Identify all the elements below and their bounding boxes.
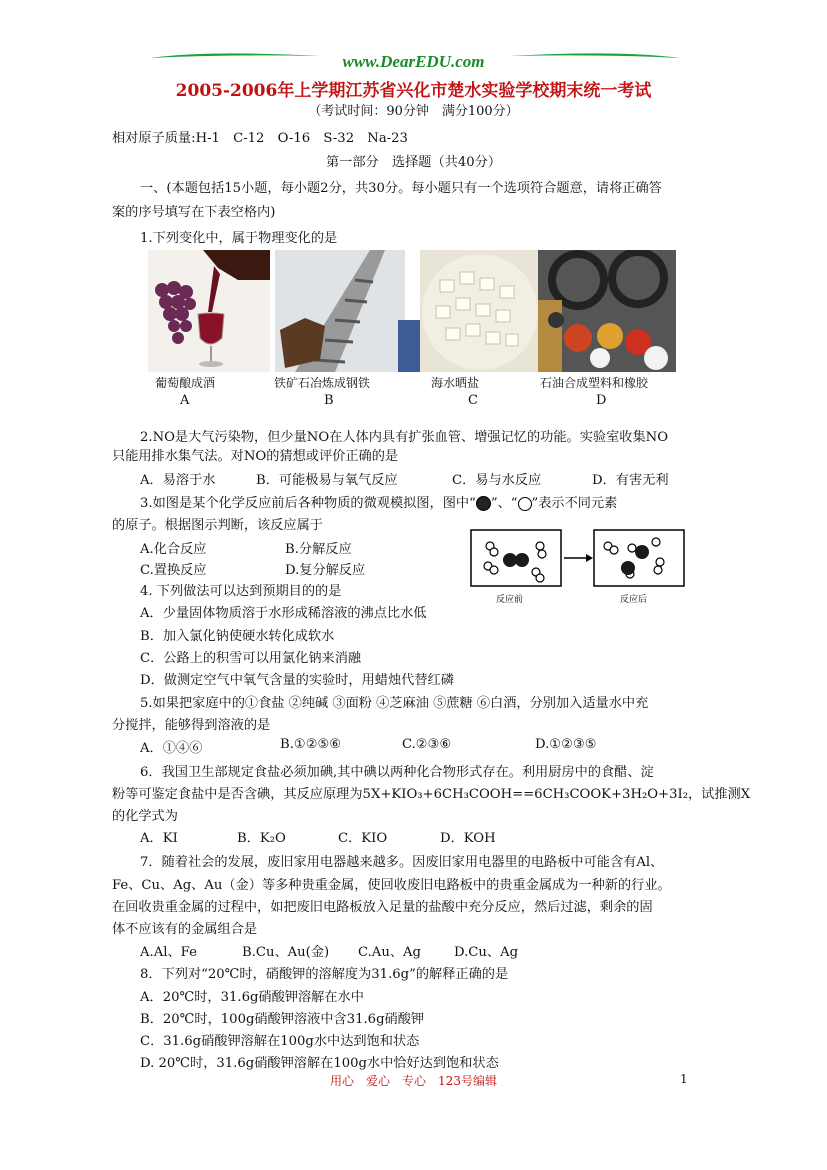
q6-option-c: C．KIO — [338, 831, 388, 846]
caption-d: 石油合成塑料和橡胶 — [540, 376, 649, 390]
q7-stem-1: 7．随着社会的发展，废旧家用电器越来越多。因废旧家用电器里的电路板中可能含有Al、 — [140, 855, 664, 870]
caption-a: 葡萄酿成酒 — [155, 376, 216, 390]
q6-stem-3: 的化学式为 — [112, 809, 178, 824]
q8-option-b: B．20℃时，100g硝酸钾溶液中含31.6g硝酸钾 — [140, 1012, 425, 1027]
q4-option-b: B．加入氯化钠使硬水转化成软水 — [140, 629, 335, 644]
q5-option-a: A．①④⑥ — [140, 741, 203, 756]
q4-stem: 4. 下列做法可以达到预期目的的是 — [140, 584, 342, 599]
q2-option-c: C．易与水反应 — [452, 473, 542, 488]
q5-stem-1: 5.如果把家庭中的①食盐 ②纯碱 ③面粉 ④芝麻油 ⑤蔗糖 ⑥白酒，分别加入适量水中充 — [140, 696, 649, 711]
q3-stem-1 — [140, 492, 617, 511]
intro-line-2: 案的序号填写在下表空格内) — [112, 205, 276, 220]
atomic-mass: 相对原子质量:H-1 C-12 O-16 S-32 Na-23 — [112, 131, 408, 146]
q3-option-c: C.置换反应 — [140, 563, 207, 578]
page-number: 1 — [680, 1072, 688, 1086]
image-iron-ore-rail — [275, 250, 405, 372]
q4-option-d: D．做测定空气中氧气含量的实验时，用蜡烛代替红磷 — [140, 673, 454, 688]
q2-stem-2: 只能用排水集气法。对NO的猜想或评价正确的是 — [112, 449, 399, 464]
letter-c: C — [468, 393, 478, 408]
q7-stem-4: 体不应该有的金属组合是 — [112, 922, 258, 937]
exam-title: 2005-2006年上学期江苏省兴化市楚水实验学校期末统一考试 — [175, 81, 652, 101]
q5-stem-2: 分搅拌，能够得到溶液的是 — [112, 718, 271, 733]
q7-option-c: C.Au、Ag — [358, 945, 421, 960]
q3-stem-2: 的原子。根据图示判断，该反应属于 — [112, 518, 323, 533]
image-tires-balls — [538, 250, 676, 372]
q3-option-b: B.分解反应 — [285, 542, 352, 557]
letter-b: B — [324, 393, 334, 408]
q6-option-d: D．KOH — [440, 831, 496, 846]
q7-option-b: B.Cu、Au(金) — [242, 945, 330, 960]
q2-option-b: B．可能极易与氧气反应 — [256, 473, 398, 488]
q5-option-b: B.①②⑤⑥ — [280, 737, 342, 752]
letter-a: A — [180, 393, 190, 408]
q7-stem-3: 在回收贵重金属的过程中，如把废旧电路板放入足量的盐酸中充分反应，然后过滤，剩余的固 — [112, 900, 653, 915]
after-label: 反应后 — [620, 595, 648, 605]
caption-c: 海水晒盐 — [431, 376, 480, 390]
q6-option-b: B．K₂O — [237, 831, 286, 846]
q7-stem-2: Fe、Cu、Ag、Au（金）等多种贵重金属，使回收废旧电路板中的贵重金属成为一种新的行业。 — [112, 878, 671, 893]
q6-stem-1: 6．我国卫生部规定食盐必须加碘,其中碘以两种化合物形式存在。利用厨房中的食醋、淀 — [140, 765, 654, 780]
q3-stem-part-c: ”表示不同元素 — [531, 496, 618, 511]
q3-stem-part-b: ”、“ — [490, 496, 518, 511]
footer-slogan: 用心 爱心 专心 123号编辑 — [330, 1074, 497, 1088]
caption-b: 铁矿石冶炼成钢铁 — [274, 376, 371, 390]
q2-stem-1: 2.NO是大气污染物，但少量NO在人体内具有扩张血管、增强记忆的功能。实验室收集NO — [140, 430, 669, 445]
q8-option-a: A．20℃时，31.6g硝酸钾溶解在水中 — [140, 990, 364, 1005]
q8-stem: 8．下列对“20℃时，硝酸钾的溶解度为31.6g”的解释正确的是 — [140, 967, 509, 982]
reaction-diagram — [470, 528, 690, 608]
q3-option-d: D.复分解反应 — [285, 563, 366, 578]
q2-option-a: A．易溶于水 — [140, 473, 216, 488]
q6-option-a: A．KI — [140, 831, 178, 846]
part-heading: 第一部分 选择题（共40分） — [325, 155, 502, 170]
q3-stem-part-a: 3.如图是某个化学反应前后各种物质的微观模拟图，图中“ — [140, 496, 476, 511]
q7-option-d: D.Cu、Ag — [454, 945, 519, 960]
q8-option-c: C．31.6g硝酸钾溶解在100g水中达到饱和状态 — [140, 1034, 420, 1049]
before-label: 反应前 — [496, 595, 524, 605]
exam-subtitle: （考试时间：90分钟 满分100分） — [308, 104, 519, 119]
q2-option-d: D．有害无利 — [592, 473, 669, 488]
q4-option-a: A．少量固体物质溶于水形成稀溶液的沸点比水低 — [140, 606, 427, 621]
q3-option-a: A.化合反应 — [140, 542, 207, 557]
q4-option-c: C．公路上的积雪可以用氯化钠来消融 — [140, 651, 362, 666]
intro-line-1: 一、(本题包括15小题，每小题2分，共30分。每小题只有一个选项符合题意，请将正确答 — [140, 181, 662, 196]
q6-stem-2: 粉等可鉴定食盐中是否含碘，其反应原理为5X+KIO₃+6CH₃COOH==6CH₃COOK+3H₂O+3I₂，试推测X — [112, 787, 751, 802]
q8-option-d: D. 20℃时，31.6g硝酸钾溶解在100g水中恰好达到饱和状态 — [140, 1056, 499, 1071]
image-grapes-wine — [148, 250, 270, 372]
q5-option-c: C.②③⑥ — [402, 737, 452, 752]
q1-stem: 1.下列变化中，属于物理变化的是 — [140, 231, 338, 246]
q7-option-a: A.Al、Fe — [140, 945, 197, 960]
dark-atom-icon — [476, 496, 491, 511]
letter-d: D — [596, 393, 607, 408]
site-logo: www.DearEDU.com — [342, 52, 485, 71]
light-atom-icon — [518, 497, 532, 511]
image-salt-crystals — [420, 250, 538, 372]
q5-option-d: D.①②③⑤ — [535, 737, 597, 752]
